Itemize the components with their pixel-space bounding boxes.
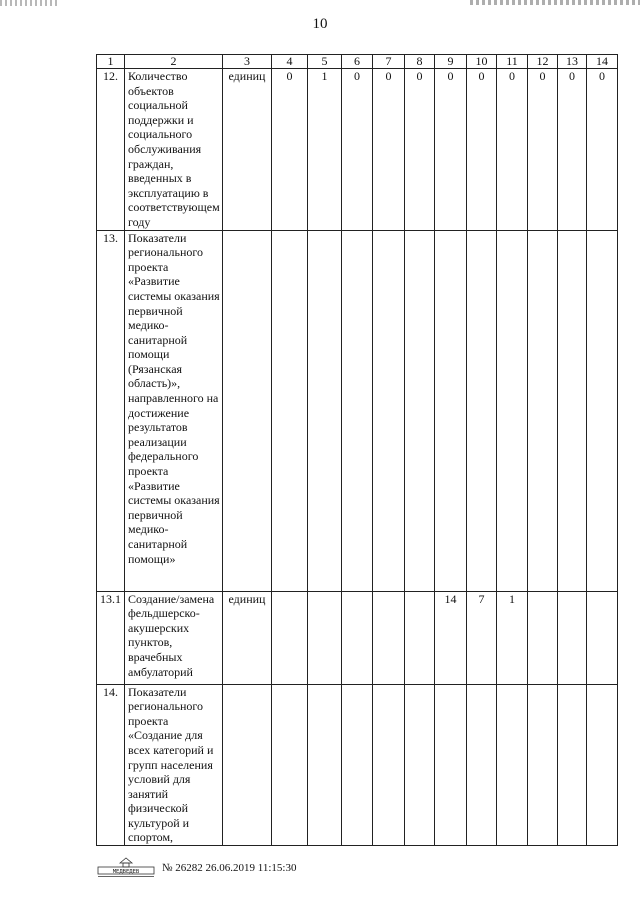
column-header-4: 4 (272, 55, 308, 69)
value-cell: 0 (435, 69, 467, 231)
value-cell (272, 230, 308, 591)
value-cell (308, 591, 342, 684)
indicator-name: Создание/замена фельдшерско-акушерских пунктов, врачебных амбулаторий (125, 591, 223, 684)
value-cell: 0 (342, 69, 373, 231)
table-row (97, 591, 618, 684)
table-row (97, 69, 618, 231)
value-cell (587, 684, 618, 846)
column-header-11: 11 (497, 55, 528, 69)
value-cell (528, 684, 558, 846)
value-cell: 0 (373, 69, 405, 231)
scan-artifact-top-left (0, 0, 60, 6)
value-cell (405, 591, 435, 684)
table-body (97, 55, 618, 846)
value-cell (587, 230, 618, 591)
value-cell (405, 230, 435, 591)
value-cell: 0 (528, 69, 558, 231)
document-footer (96, 855, 296, 881)
value-cell (272, 591, 308, 684)
unit-of-measure (223, 684, 272, 846)
value-cell (587, 591, 618, 684)
row-number: 13. (97, 230, 125, 591)
value-cell (308, 684, 342, 846)
value-cell (558, 684, 587, 846)
value-cell: 1 (497, 591, 528, 684)
value-cell: 14 (435, 591, 467, 684)
value-cell: 0 (587, 69, 618, 231)
value-cell (467, 684, 497, 846)
value-cell (497, 684, 528, 846)
value-cell (435, 230, 467, 591)
value-cell (272, 684, 308, 846)
value-cell (528, 591, 558, 684)
value-cell (497, 230, 528, 591)
indicators-table (96, 54, 618, 846)
unit-of-measure: единиц (223, 69, 272, 231)
value-cell (558, 591, 587, 684)
table-row (97, 684, 618, 846)
indicator-name: Показатели регионального проекта «Развитие системы оказания первичной медико-санитарной помощи (Рязанская область)», направленного на достижение результатов реализации федерального проекта «Развитие системы оказания первичной медико-санитарной помощи» (125, 230, 223, 591)
svg-text:МЕДВЕДЕВ: МЕДВЕДЕВ (112, 869, 140, 875)
registration-number: № 26282 26.06.2019 11:15:30 (162, 862, 297, 874)
column-header-14: 14 (587, 55, 618, 69)
registry-logo (96, 857, 156, 879)
scan-artifact-top-right (470, 0, 640, 5)
value-cell (308, 230, 342, 591)
column-header-7: 7 (373, 55, 405, 69)
column-header-6: 6 (342, 55, 373, 69)
value-cell (435, 684, 467, 846)
row-number: 13.1 (97, 591, 125, 684)
value-cell (558, 230, 587, 591)
value-cell (467, 230, 497, 591)
column-header-13: 13 (558, 55, 587, 69)
unit-of-measure: единиц (223, 591, 272, 684)
value-cell (405, 684, 435, 846)
column-header-2: 2 (125, 55, 223, 69)
row-number: 12. (97, 69, 125, 231)
column-header-8: 8 (405, 55, 435, 69)
value-cell: 0 (467, 69, 497, 231)
value-cell (342, 591, 373, 684)
indicator-name: Количество объектов социальной поддержки и социального обслуживания граждан, введенных в эксплуатацию в соответствующем году (125, 69, 223, 231)
value-cell: 0 (272, 69, 308, 231)
column-header-9: 9 (435, 55, 467, 69)
column-header-1: 1 (97, 55, 125, 69)
table-row (97, 230, 618, 591)
value-cell: 1 (308, 69, 342, 231)
page-number: 10 (312, 16, 328, 32)
value-cell: 0 (405, 69, 435, 231)
indicator-name: Показатели регионального проекта «Создание для всех категорий и групп населения условий для занятий физической культурой и спортом, (125, 684, 223, 846)
column-header-5: 5 (308, 55, 342, 69)
value-cell (342, 684, 373, 846)
value-cell (373, 684, 405, 846)
column-header-12: 12 (528, 55, 558, 69)
value-cell: 0 (497, 69, 528, 231)
column-header-3: 3 (223, 55, 272, 69)
value-cell: 7 (467, 591, 497, 684)
unit-of-measure (223, 230, 272, 591)
row-number: 14. (97, 684, 125, 846)
value-cell (373, 230, 405, 591)
column-header-10: 10 (467, 55, 497, 69)
value-cell (342, 230, 373, 591)
column-number-row (97, 55, 618, 69)
value-cell: 0 (558, 69, 587, 231)
value-cell (528, 230, 558, 591)
value-cell (373, 591, 405, 684)
